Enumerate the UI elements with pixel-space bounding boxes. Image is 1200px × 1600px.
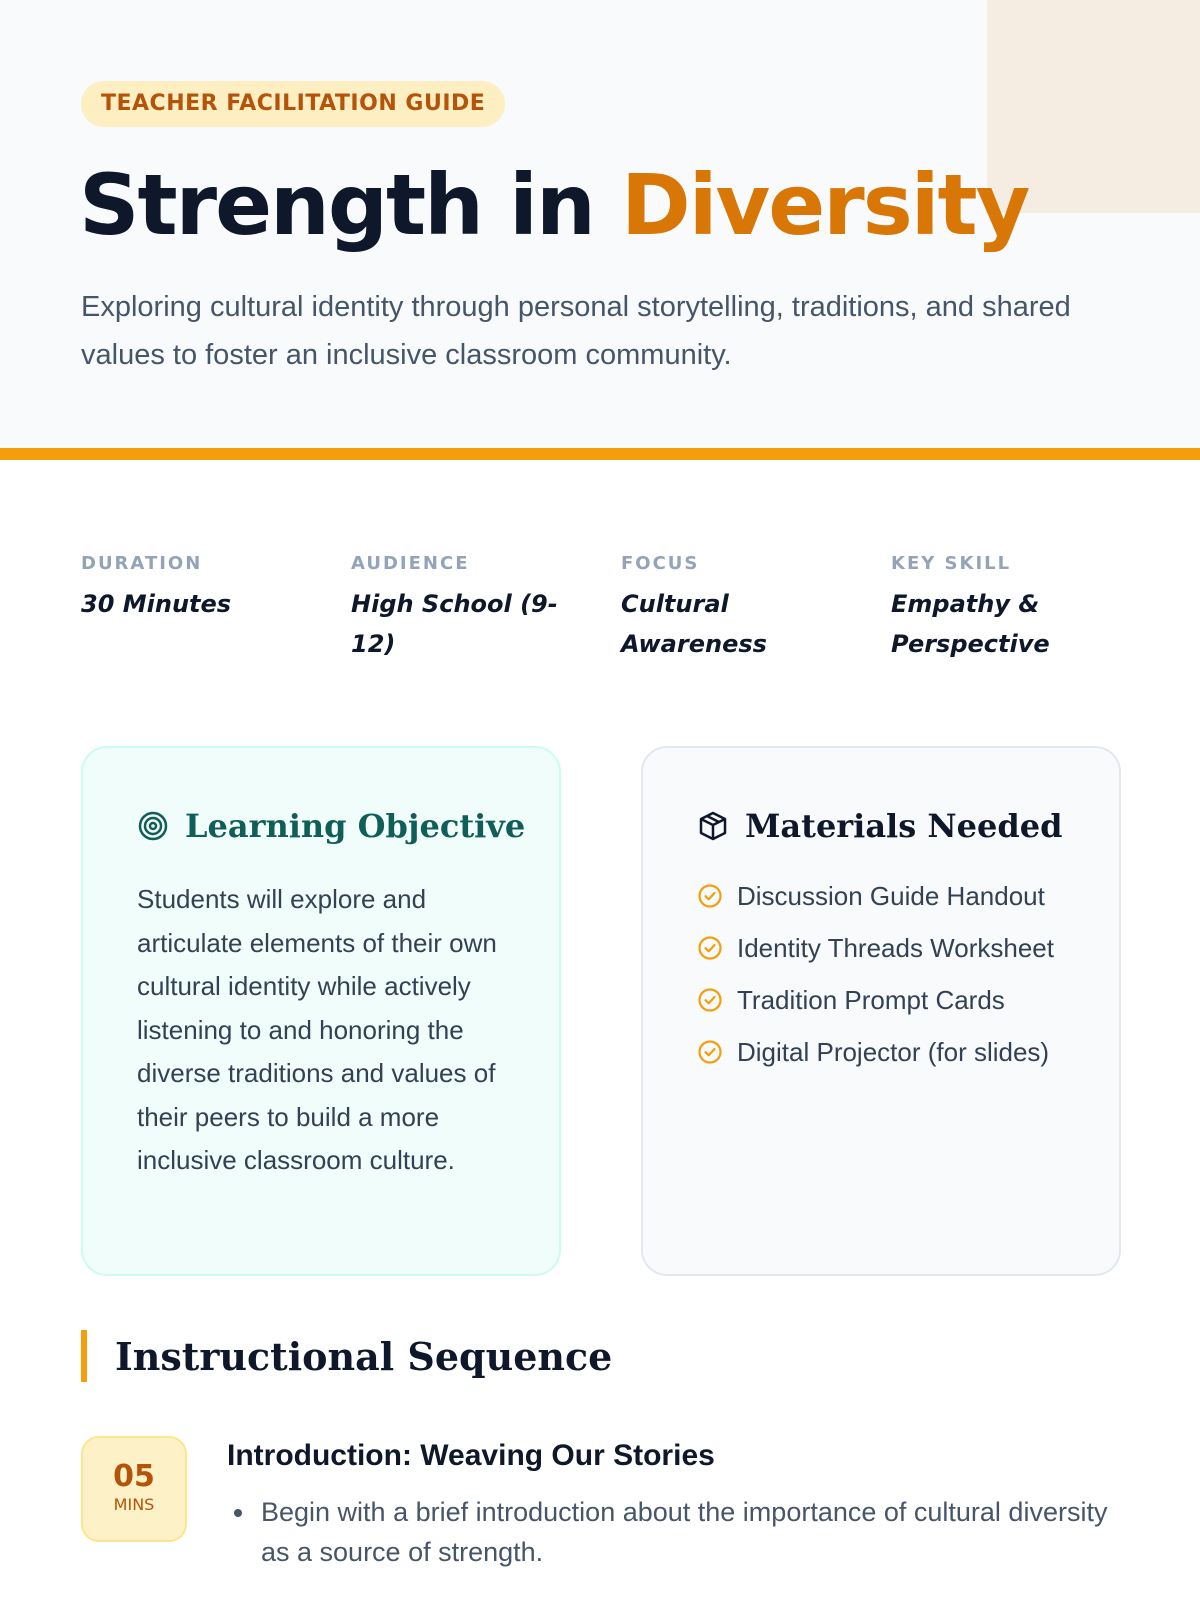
check-circle-icon	[697, 883, 723, 909]
list-item	[697, 1032, 1077, 1072]
guide-type-badge: TEACHER FACILITATION GUIDE	[81, 81, 505, 127]
list-item	[697, 980, 1077, 1020]
meta-value: 30 Minutes	[81, 590, 232, 618]
materials-list	[697, 876, 1077, 1084]
check-circle-icon	[697, 935, 723, 961]
check-circle-icon	[697, 1039, 723, 1065]
section-header	[81, 1330, 612, 1382]
meta-value: High School (9-12)	[351, 590, 558, 658]
list-item	[697, 928, 1077, 968]
page-subtitle: Exploring cultural identity through personal storytelling, traditions, and shared values to foster an inclusive classroom community.	[81, 291, 1071, 371]
lesson-meta	[81, 548, 1121, 668]
list-item: Begin with a brief introduction about the importance of cultural diversity as a source of strength.	[261, 1492, 1121, 1572]
meta-label: AUDIENCE	[351, 553, 470, 574]
check-circle-icon	[697, 987, 723, 1013]
card-title: Materials Needed	[745, 807, 1063, 845]
card-title: Learning Objective	[185, 807, 526, 845]
hero-header	[0, 0, 1200, 460]
meta-label: FOCUS	[621, 553, 700, 574]
meta-label: DURATION	[81, 553, 203, 574]
meta-focus	[621, 548, 831, 664]
material-label: Digital Projector (for slides)	[737, 1037, 1050, 1067]
meta-label: KEY SKILL	[891, 553, 1012, 574]
learning-objective-card	[81, 746, 561, 1276]
list-item	[697, 876, 1077, 916]
title-main: Strength in	[79, 156, 594, 254]
step-unit: MINS	[113, 1495, 155, 1514]
meta-value: Cultural Awareness	[621, 590, 767, 658]
objective-text: Students will explore and articulate elements of their own cultural identity while actively listening to and honoring the diverse traditions and values of their peers to build a more inclusive classroom culture.	[137, 884, 497, 1175]
step-minutes: 05	[113, 1459, 155, 1494]
meta-value: Empathy & Perspective	[891, 590, 1050, 658]
section-title: Instructional Sequence	[115, 1333, 613, 1379]
material-label: Discussion Guide Handout	[737, 881, 1045, 911]
target-icon	[137, 810, 169, 842]
meta-duration	[81, 548, 291, 624]
material-label: Tradition Prompt Cards	[737, 985, 1005, 1015]
package-icon	[697, 810, 729, 842]
step-title: Introduction: Weaving Our Stories	[227, 1439, 715, 1472]
step-bullets	[227, 1492, 1121, 1572]
card-header	[697, 802, 1062, 850]
step-body	[227, 1436, 1121, 1592]
meta-audience	[351, 548, 561, 664]
card-header	[137, 802, 525, 850]
step-duration-badge	[81, 1436, 187, 1542]
materials-card	[641, 746, 1121, 1276]
page-title	[79, 150, 1028, 260]
material-label: Identity Threads Worksheet	[737, 933, 1054, 963]
title-accent: Diversity	[621, 156, 1029, 254]
meta-key-skill	[891, 548, 1101, 664]
